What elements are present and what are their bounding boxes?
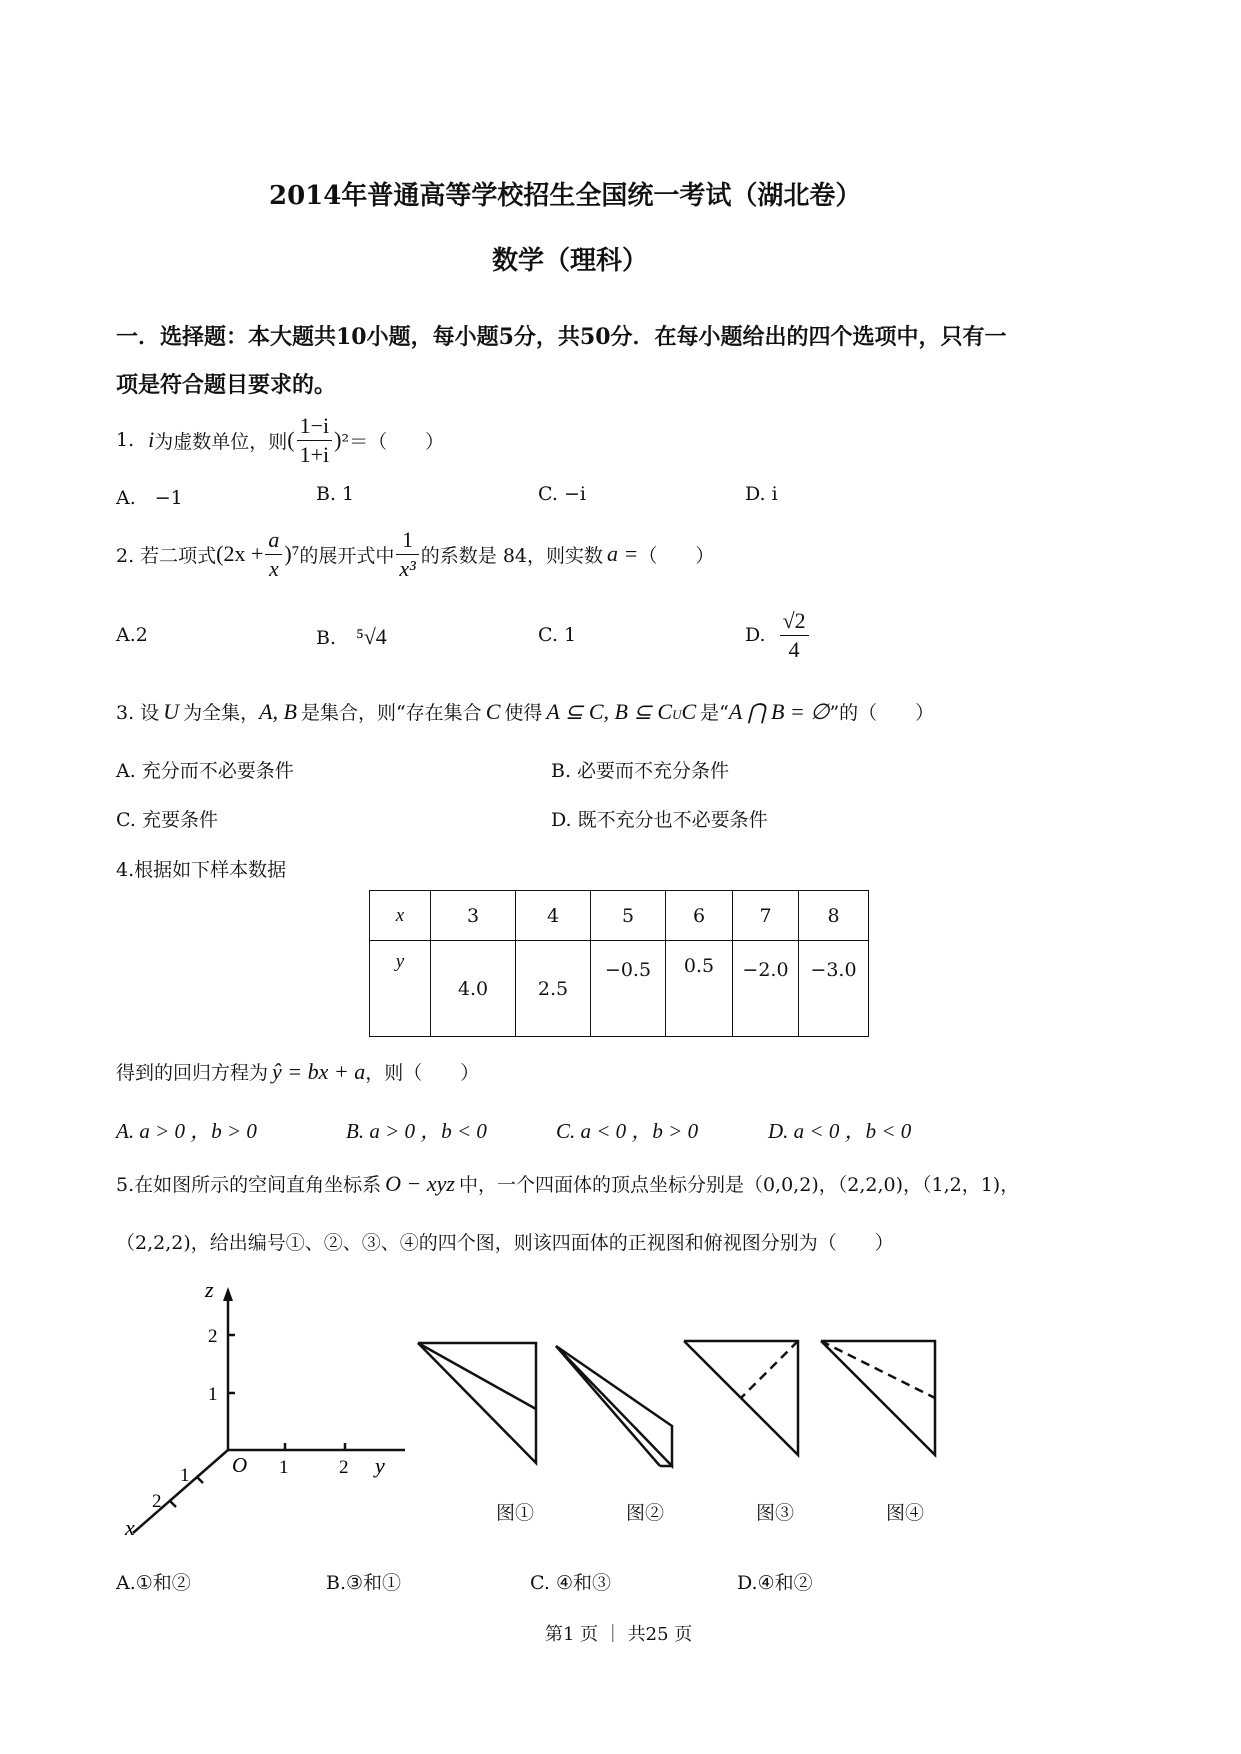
q5-line1 xyxy=(116,1170,1019,1197)
q1-denominator: 1+i xyxy=(299,441,330,467)
q3-text-a: 3. 设 xyxy=(116,702,160,724)
q3-text-c: 是集合，则“存在集合 xyxy=(300,702,482,724)
q3-option-d: D. 既不充分也不必要条件 xyxy=(551,809,768,831)
q2-tail: 的系数是 84，则实数 xyxy=(420,544,604,567)
q2-fraction2 xyxy=(396,526,418,583)
q2-frac-den: x xyxy=(269,555,279,581)
q5-option-b: B.③和① xyxy=(326,1572,402,1594)
q4-data-table xyxy=(369,890,869,1037)
section-heading-line2: 项是符合题目要求的。 xyxy=(116,372,337,398)
q5-option-c: C. ④和③ xyxy=(530,1572,611,1594)
figure-4-drawing xyxy=(815,1335,945,1485)
q5-line2: （2,2,2)，给出编号①、②、③、④的四个图，则该四面体的正视图和俯视图分别为（ ） xyxy=(116,1232,894,1254)
q4-option-b: B. a > 0 ，b < 0 xyxy=(346,1119,487,1143)
x-tick-2: 2 xyxy=(152,1491,162,1512)
q2-var: a = xyxy=(607,541,639,566)
figure-2-drawing xyxy=(550,1340,680,1490)
q4-equation: ŷ = bx + a xyxy=(272,1059,366,1084)
z-tick-1: 1 xyxy=(208,1384,218,1405)
q1-text: 为虚数单位，则 xyxy=(154,430,288,453)
q2-frac2-num: 1 xyxy=(396,526,418,555)
q1-tail: ²＝（ ） xyxy=(341,430,445,453)
q5-line1-b: 中，一个四面体的顶点坐标分别是（0,0,2)，（2,2,0)，（1,2，1)， xyxy=(458,1174,1020,1196)
x-tick-1: 1 xyxy=(180,1465,190,1486)
q1-option-c: C. −i xyxy=(538,483,586,505)
q2-option-d xyxy=(745,600,811,670)
q2-option-a: A.2 xyxy=(116,624,148,646)
table-y-cell: 4.0 xyxy=(431,941,516,1037)
table-header-y: y xyxy=(370,941,431,1037)
table-y-cell: −0.5 xyxy=(591,941,666,1037)
q4-intro: 4.根据如下样本数据 xyxy=(116,859,287,881)
figure-1-drawing xyxy=(410,1335,540,1485)
q2-option-d-num: √2 xyxy=(780,607,809,636)
q3-text-e: 是“ xyxy=(700,702,729,724)
q3-u: U xyxy=(163,699,180,724)
q2-option-c: C. 1 xyxy=(538,624,577,646)
table-y-cell: 0.5 xyxy=(666,941,733,1037)
table-y-cell: −2.0 xyxy=(733,941,799,1037)
q1-paren-open: ( xyxy=(287,427,295,452)
q4-option-c: C. a < 0 ，b > 0 xyxy=(556,1119,699,1143)
q4-option-d: D. a < 0 ，b < 0 xyxy=(768,1119,912,1143)
q3-ab: A, B xyxy=(259,699,297,724)
table-x-cell: 5 xyxy=(591,891,666,941)
q2-frac-num: a xyxy=(265,526,282,555)
q3-c: C xyxy=(485,699,501,724)
question-2 xyxy=(116,522,714,586)
table-x-cell: 8 xyxy=(799,891,869,941)
q5-option-a: A.①和② xyxy=(116,1572,191,1594)
q3-option-c: C. 充要条件 xyxy=(116,809,218,831)
x-axis-label: x xyxy=(125,1515,135,1540)
figure-3-drawing xyxy=(678,1335,808,1485)
z-arrow-icon xyxy=(223,1287,233,1301)
origin-label: O xyxy=(232,1453,248,1477)
y-axis-label: y xyxy=(375,1453,385,1478)
q2-paren: （ ） xyxy=(638,544,715,567)
q3-cond2: C xyxy=(681,699,697,724)
z-axis-label: z xyxy=(205,1277,214,1302)
q2-prefix: 2. 若二项式 xyxy=(116,544,217,567)
figure-3-label: 图③ xyxy=(756,1502,795,1524)
table-x-cell: 3 xyxy=(431,891,516,941)
q5-coord: O − xyz xyxy=(385,1171,455,1196)
q2-option-b-label: B. xyxy=(316,627,337,649)
q1-option-a: A. −1 xyxy=(116,487,183,509)
figure-4-label: 图④ xyxy=(886,1502,925,1524)
q4-result-b: ，则（ ） xyxy=(365,1062,480,1084)
q4-result xyxy=(116,1058,479,1085)
section-heading-line1: 一．选择题：本大题共10小题，每小题5分，共50分．在每小题给出的四个选项中，只有一 xyxy=(116,324,1007,350)
table-header-x: x xyxy=(370,891,431,941)
q2-option-d-fraction xyxy=(780,607,809,664)
q5-option-d: D.④和② xyxy=(737,1572,813,1594)
table-x-cell: 4 xyxy=(516,891,591,941)
q2-fraction xyxy=(265,526,282,583)
table-x-cell: 7 xyxy=(733,891,799,941)
q1-paren-close: ) xyxy=(334,427,342,452)
table-y-cell: −3.0 xyxy=(799,941,869,1037)
q2-mid: 的展开式中 xyxy=(299,544,395,567)
q2-frac2-den: x³ xyxy=(399,555,416,581)
question-3 xyxy=(116,698,934,725)
q2-option-d-label: D. xyxy=(745,624,766,646)
figure-2-label: 图② xyxy=(626,1502,665,1524)
coordinate-axes-figure xyxy=(115,1275,435,1545)
q1-fraction xyxy=(297,412,333,469)
x-axis xyxy=(133,1450,228,1533)
q3-text-b: 为全集， xyxy=(183,702,260,724)
y-tick-2: 2 xyxy=(339,1457,349,1478)
page-subtitle: 数学（理科） xyxy=(492,246,649,276)
page-title: 2014年普通高等学校招生全国统一考试（湖北卷） xyxy=(269,181,862,211)
q1-option-d: D. i xyxy=(745,483,778,505)
q2-option-d-den: 4 xyxy=(788,636,800,662)
q4-option-a: A. a > 0 ，b > 0 xyxy=(116,1119,257,1143)
q2-expr-b: )⁷ xyxy=(284,541,300,566)
q3-text-d: 使得 xyxy=(504,702,543,724)
table-x-cell: 6 xyxy=(666,891,733,941)
q3-text-f: ”的（ ） xyxy=(829,702,935,724)
q2-expr-a: (2x + xyxy=(216,541,264,566)
question-1 xyxy=(116,410,444,470)
table-y-cell: 2.5 xyxy=(516,941,591,1037)
figure-1-label: 图① xyxy=(496,1502,535,1524)
page-footer: 第1 页 ｜ 共25 页 xyxy=(545,1624,693,1645)
q1-var: i xyxy=(148,427,155,452)
q3-sub: U xyxy=(672,707,682,722)
q2-option-b xyxy=(316,624,387,650)
q1-number: 1. xyxy=(116,429,135,451)
q1-option-b: B. 1 xyxy=(316,483,355,505)
q5-line1-a: 5.在如图所示的空间直角坐标系 xyxy=(116,1174,382,1196)
q3-cond: A ⊆ C, B ⊆ C xyxy=(546,699,673,724)
y-tick-1: 1 xyxy=(279,1457,289,1478)
q4-result-a: 得到的回归方程为 xyxy=(116,1062,269,1084)
q1-numerator: 1−i xyxy=(297,412,333,441)
q3-option-b: B. 必要而不充分条件 xyxy=(551,760,730,782)
q2-option-b-math: ⁵√4 xyxy=(356,624,387,649)
q3-cond3: A ⋂ B = ∅ xyxy=(728,699,830,724)
q3-option-a: A. 充分而不必要条件 xyxy=(116,760,294,782)
z-tick-2: 2 xyxy=(208,1326,218,1347)
